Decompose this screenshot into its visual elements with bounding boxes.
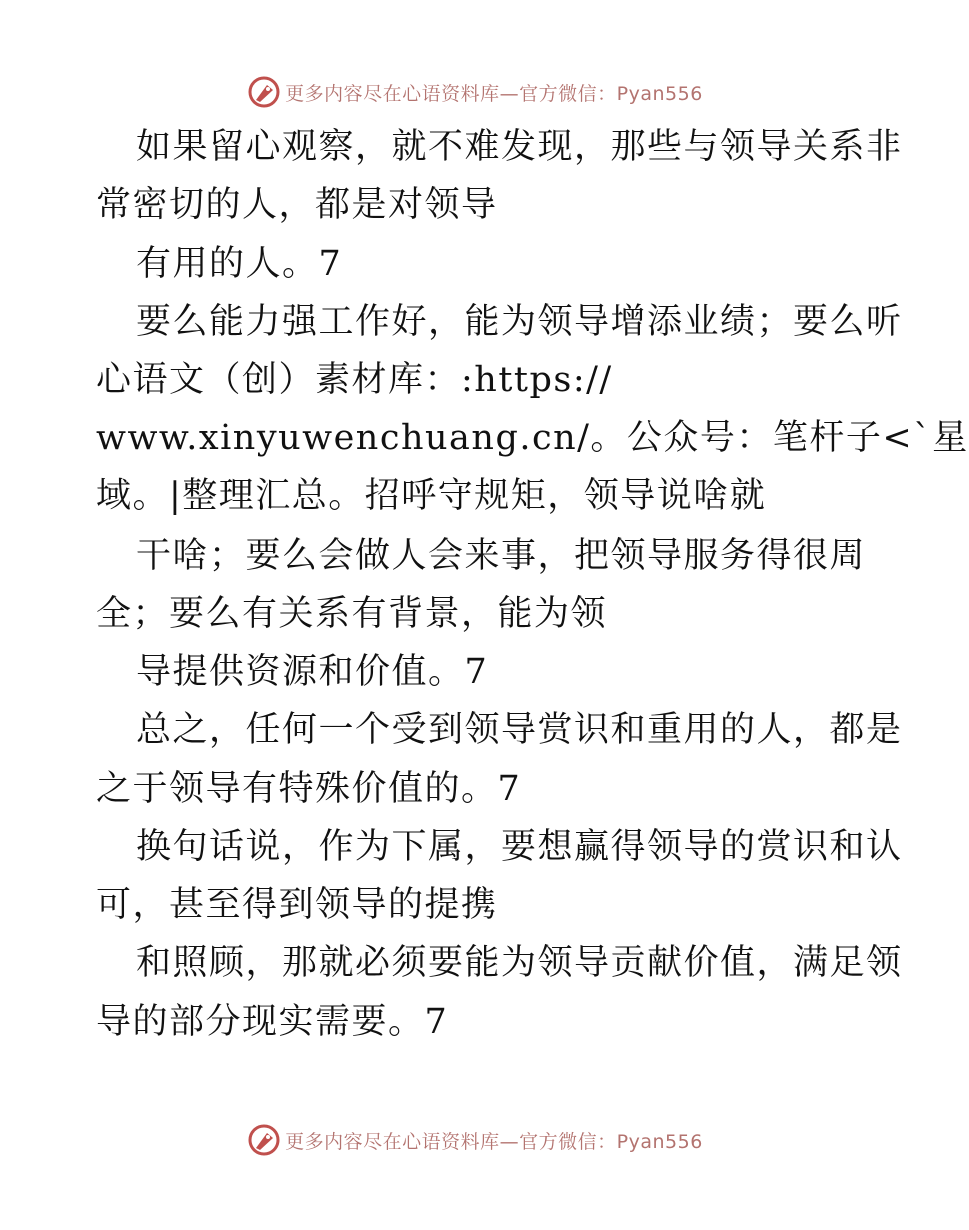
body-line: 如果留心观察，就不难发现，那些与领导关系非 [136,127,903,167]
body-line: 和照顾，那就必须要能为领导贡献价值，满足领 [136,943,903,983]
body-line: 干啥；要么会做人会来事，把领导服务得很周 [136,536,867,576]
body-line: 导提供资源和价值。7 [136,652,489,692]
body-line: 总之，任何一个受到领导赏识和重用的人，都是 [136,710,903,750]
body-line: 换句话说，作为下属，要想赢得领导的赏识和认 [136,827,903,867]
body-line: 可，甚至得到领导的提携 [96,885,498,925]
body-line: 要么能力强工作好，能为领导增添业绩；要么听 [136,302,903,342]
footer-banner-text: 更多内容尽在心语资料库—官方微信：Pyan556 [285,1130,703,1153]
body-line: 常密切的人，都是对领导 [96,185,498,225]
body-line: 之于领导有特殊价值的。7 [96,769,522,809]
pen-nib-logo-icon [247,1123,281,1157]
body-line: www.xinyuwenchuang.cn/。公众号：笔杆子<`星 [96,418,969,458]
body-line: 域。|整理汇总。招呼守规矩，领导说啥就 [96,476,767,516]
header-banner-text: 更多内容尽在心语资料库—官方微信：Pyan556 [285,82,703,105]
body-line: 导的部分现实需要。7 [96,1002,449,1042]
body-line: 有用的人。7 [136,244,343,284]
body-line: 心语文（创）素材库：:https:// [96,360,613,400]
body-line: 全；要么有关系有背景，能为领 [96,594,608,634]
footer-banner [0,1120,950,1160]
